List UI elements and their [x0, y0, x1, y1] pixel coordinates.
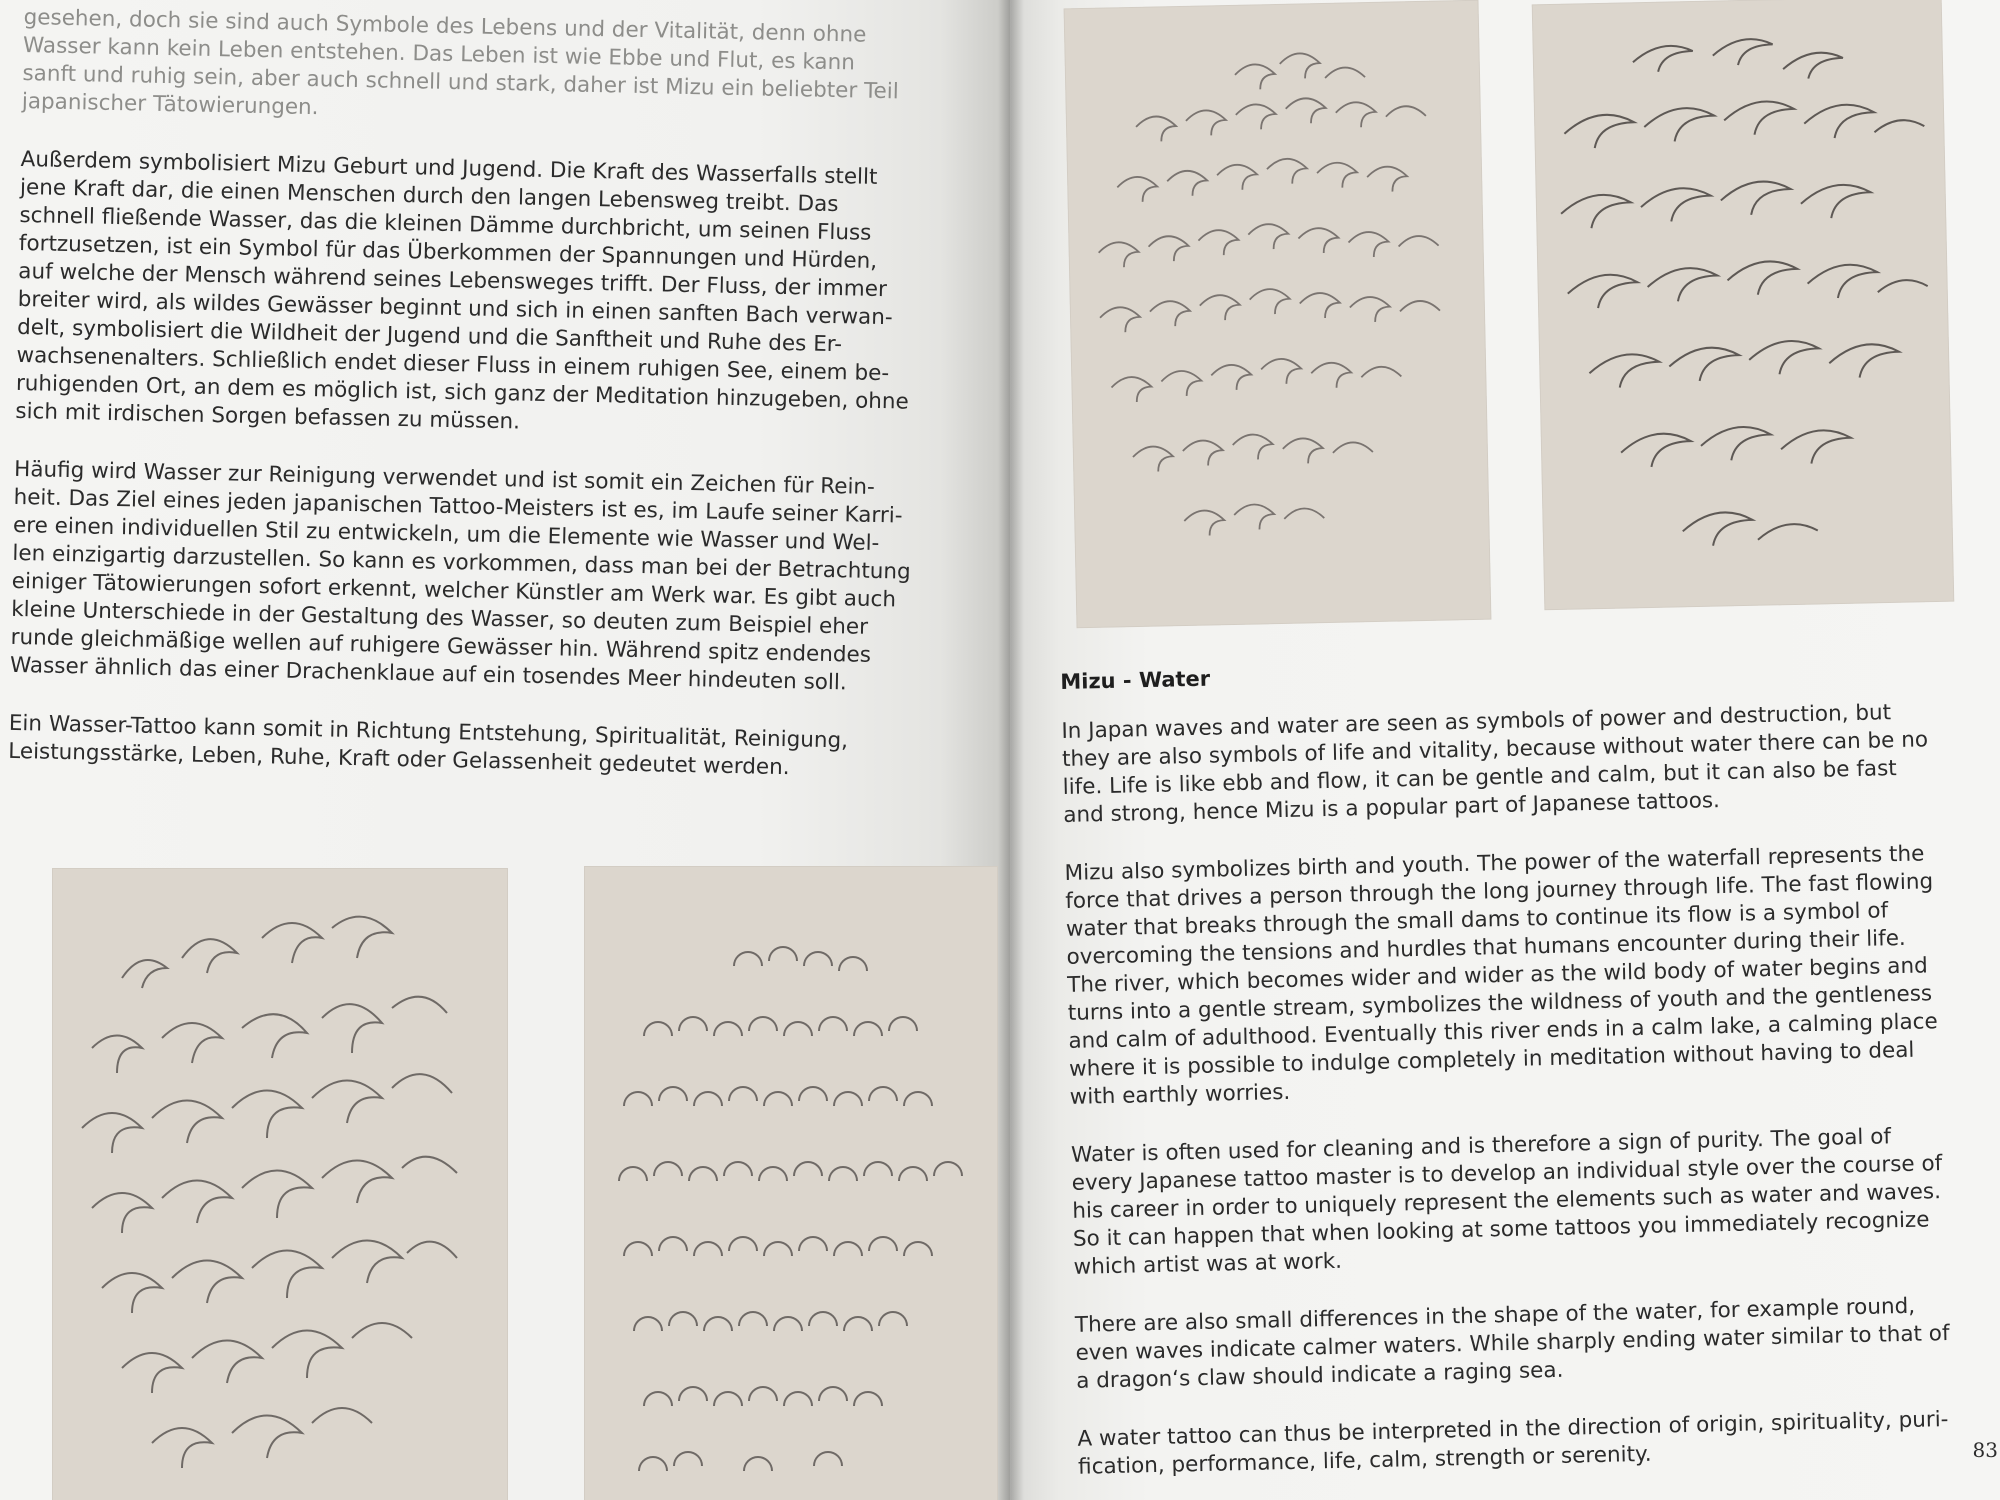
left-paragraph-4: Ein Wasser-Tattoo kann somit in Richtung Entstehung, Spiritualität, Reinigung, Leistungsstärke, Leben, Ruhe, Kraft oder Gelassenheit gedeutet werden. — [7, 710, 849, 781]
left-paragraph-1: gesehen, doch sie sind auch Symbole des Lebens und der Vitalität, denn ohne Wasser kann kein Leben entstehen. Das Leben ist wie Ebbe und Flut, es kann sanft und ruhig sein, aber auch schnell und stark, daher ist Mizu ein beliebter Teil japanischer Tätowierungen. — [21, 4, 899, 121]
wave-illustration-left-2 — [584, 866, 998, 1500]
right-paragraph-5: A water tattoo can thus be interpreted in the direction of origin, spirituality, puri- fication, performance, life, calm, strength or serenity. — [1077, 1407, 1949, 1480]
page-number: 83 — [1972, 1438, 1998, 1462]
wave-illustration-right-1 — [1064, 0, 1492, 628]
left-paragraph-2: Außerdem symbolisiert Mizu Geburt und Jugend. Die Kraft des Wasserfalls stellt jene Kraft dar, die einen Menschen durch den langen Lebensweg treibt. Das schnell fließende Wasser, das die kleinen Dämme durchbricht, um seinen Fluss fortzusetzen, ist ein Symbol für das Überkommen der Spannungen und Hürden, auf welche der Mensch während seines Lebensweges trifft. Der Fluss, der immer breiter wird, als wildes Gewässer beginnt und sich in einen sanften Bach verwan- delt, symbolisiert die Wildheit der Jugend und die Sanftheit und Ruhe des Er- wachsenenalters. Schließlich endet dieser Fluss in einem ruhigen See, einem be- ruhigenden Ort, an dem es möglich ist, sich ganz der Meditation hinzugeben, ohne sich mit irdischen Sorgen befassen zu müssen. — [15, 146, 910, 435]
right-text-column — [1060, 648, 1979, 1500]
wave-sketch-clawed — [52, 868, 508, 1500]
section-heading: Mizu - Water — [1060, 666, 1211, 694]
wave-sketch-sharp — [1532, 0, 1955, 610]
right-page — [1010, 0, 2000, 1500]
wave-sketch-round — [584, 866, 998, 1500]
right-paragraph-4: There are also small differences in the shape of the water, for example round, even waves indicate calmer waters. While sharply ending water similar to that of a dragon‘s claw should indicate a raging sea. — [1074, 1293, 1950, 1394]
wave-illustration-left-1 — [52, 868, 508, 1500]
left-paragraph-3: Häufig wird Wasser zur Reinigung verwendet und ist somit ein Zeichen für Rein- heit. Das Ziel eines jeden japanischen Tattoo-Meisters ist es, im Laufe seiner Karri- ere einen individuellen Stil zu entwickeln, um die Elemente wie Wasser und Wel- len einzigartig darzustellen. So kann es vorkommen, dass man bei der Betrachtung einiger Tätowierungen sofort erkennt, welcher Künstler am Werk war. Es gibt auch kleine Unterschiede in der Gestaltung des Wasser, so deuten zum Beispiel eher runde gleichmäßige wellen auf ruhigere Gewässer hin. Während spitz endendes Wasser ähnlich das einer Drachenklaue auf ein tosendes Meer hindeuten soll. — [9, 456, 911, 696]
wave-sketch-curled — [1064, 0, 1492, 628]
wave-illustration-right-2 — [1532, 0, 1955, 610]
left-text-column — [7, 0, 993, 816]
right-paragraph-2: Mizu also symbolizes birth and youth. The power of the waterfall represents the force that drives a person through the long journey through life. The fast flowing water that breaks through the small dams to continue its flow is a symbol of overcoming the tensions and hurdles that humans encounter during their life. The river, which becomes wider and wider as the wild body of water begins and turns into a gentle stream, symbolizes the wildness of youth and the gentleness and calm of adulthood. Eventually this river ends in a calm lake, a calming place where it is possible to indulge completely in meditation without having to deal with earthly worries. — [1064, 841, 1938, 1110]
book-gutter — [998, 0, 1024, 1500]
right-paragraph-3: Water is often used for cleaning and is therefore a sign of purity. The goal of every Japanese tattoo master is to develop an individual style over the course of his career in order to uniquely represent the elements such as water and waves. So it can happen that when looking at some tattoos you immediately recognize which artist was at work. — [1070, 1124, 1943, 1280]
right-paragraph-1: In Japan waves and water are seen as symbols of power and destruction, but they are also symbols of life and vitality, because without water there can be no life. Life is like ebb and flow, it can be gentle and calm, but it can also be fast and strong, hence Mizu is a popular part of Japanese tattoos. — [1061, 700, 1929, 828]
